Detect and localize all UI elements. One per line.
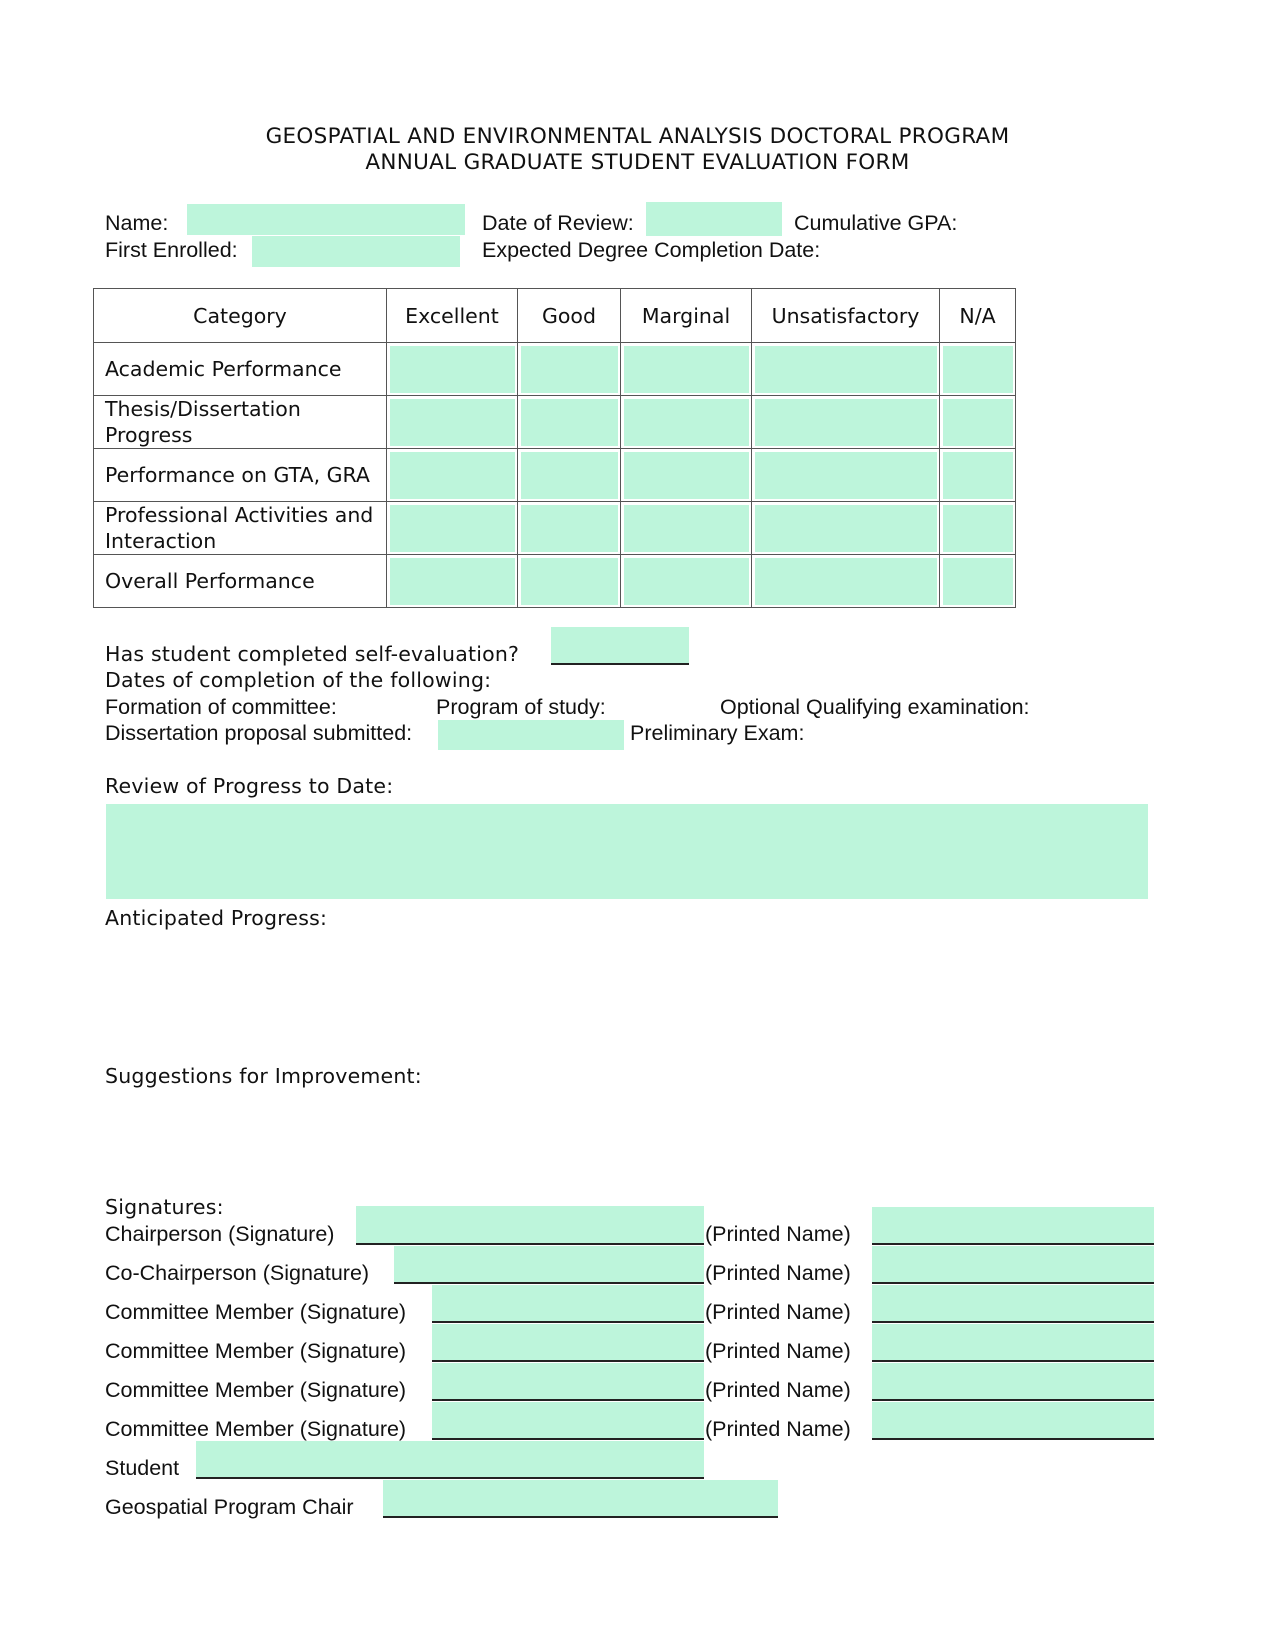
dissertation-proposal-label: Dissertation proposal submitted: [105, 721, 413, 745]
program-of-study-label: Program of study: [436, 695, 606, 719]
rating-cell-excellent[interactable] [387, 502, 518, 555]
committee-member-2-signature-field[interactable] [432, 1324, 704, 1362]
anticipated-progress-label: Anticipated Progress: [105, 906, 328, 930]
preliminary-exam-label: Preliminary Exam: [630, 721, 805, 745]
rating-cell-good[interactable] [518, 502, 621, 555]
rating-cell-marginal[interactable] [621, 343, 752, 396]
self-evaluation-label: Has student completed self-evaluation? [105, 642, 520, 666]
suggestions-label: Suggestions for Improvement: [105, 1064, 422, 1088]
student-signature-field[interactable] [196, 1441, 704, 1479]
printed-name-label: (Printed Name) [705, 1417, 851, 1441]
column-header-marginal: Marginal [621, 289, 752, 343]
rating-cell-good[interactable] [518, 449, 621, 502]
dissertation-proposal-field[interactable] [438, 720, 624, 750]
chairperson-signature-field[interactable] [356, 1206, 704, 1245]
rating-cell-good[interactable] [518, 555, 621, 608]
rating-cell-marginal[interactable] [621, 449, 752, 502]
table-header-row [94, 289, 1016, 343]
column-header-na: N/A [940, 289, 1016, 343]
category-academic-performance: Academic Performance [94, 343, 387, 396]
category-overall-performance: Overall Performance [94, 555, 387, 608]
rating-cell-unsatisfactory[interactable] [752, 555, 940, 608]
table-row [94, 343, 1016, 396]
name-field[interactable] [187, 204, 465, 235]
committee-member-1-signature-label: Committee Member (Signature) [105, 1300, 407, 1324]
committee-member-1-signature-field[interactable] [432, 1285, 704, 1323]
expected-completion-label: Expected Degree Completion Date: [482, 238, 821, 262]
rating-cell-na[interactable] [940, 502, 1016, 555]
chairperson-signature-label: Chairperson (Signature) [105, 1222, 335, 1246]
dates-of-completion-label: Dates of completion of the following: [105, 668, 492, 692]
evaluation-table [93, 288, 1016, 608]
column-header-unsatisfactory: Unsatisfactory [752, 289, 940, 343]
rating-cell-na[interactable] [940, 449, 1016, 502]
category-gta-gra-performance: Performance on GTA, GRA [94, 449, 387, 502]
category-thesis-progress: Thesis/Dissertation Progress [94, 396, 387, 449]
rating-cell-marginal[interactable] [621, 502, 752, 555]
form-title-line2: ANNUAL GRADUATE STUDENT EVALUATION FORM [365, 150, 910, 175]
committee-member-2-printed-name-field[interactable] [872, 1324, 1154, 1362]
rating-cell-good[interactable] [518, 396, 621, 449]
rating-cell-na[interactable] [940, 555, 1016, 608]
committee-member-3-signature-field[interactable] [432, 1363, 704, 1401]
category-professional-activities: Professional Activities and Interaction [94, 502, 387, 555]
committee-member-4-signature-field[interactable] [432, 1402, 704, 1440]
signatures-heading: Signatures: [105, 1195, 224, 1219]
table-row [94, 555, 1016, 608]
rating-cell-excellent[interactable] [387, 449, 518, 502]
column-header-excellent: Excellent [387, 289, 518, 343]
printed-name-label: (Printed Name) [705, 1378, 851, 1402]
rating-cell-unsatisfactory[interactable] [752, 343, 940, 396]
rating-cell-na[interactable] [940, 343, 1016, 396]
committee-member-3-printed-name-field[interactable] [872, 1363, 1154, 1401]
qualifying-exam-label: Optional Qualifying examination: [720, 695, 1030, 719]
printed-name-label: (Printed Name) [705, 1261, 851, 1285]
printed-name-label: (Printed Name) [705, 1300, 851, 1324]
rating-cell-excellent[interactable] [387, 396, 518, 449]
table-row [94, 449, 1016, 502]
printed-name-label: (Printed Name) [705, 1339, 851, 1363]
rating-cell-good[interactable] [518, 343, 621, 396]
rating-cell-excellent[interactable] [387, 555, 518, 608]
rating-cell-unsatisfactory[interactable] [752, 502, 940, 555]
chairperson-printed-name-field[interactable] [872, 1207, 1154, 1245]
co-chairperson-signature-label: Co-Chairperson (Signature) [105, 1261, 370, 1285]
rating-cell-marginal[interactable] [621, 555, 752, 608]
committee-member-2-signature-label: Committee Member (Signature) [105, 1339, 407, 1363]
rating-cell-unsatisfactory[interactable] [752, 449, 940, 502]
committee-member-4-printed-name-field[interactable] [872, 1402, 1154, 1440]
rating-cell-excellent[interactable] [387, 343, 518, 396]
co-chairperson-signature-field[interactable] [394, 1246, 704, 1284]
formation-of-committee-label: Formation of committee: [105, 695, 337, 719]
program-chair-signature-label: Geospatial Program Chair [105, 1495, 354, 1519]
self-evaluation-field[interactable] [551, 627, 689, 665]
first-enrolled-label: First Enrolled: [105, 238, 238, 262]
date-of-review-label: Date of Review: [482, 211, 634, 235]
printed-name-label: (Printed Name) [705, 1222, 851, 1246]
program-chair-signature-field[interactable] [383, 1480, 778, 1518]
column-header-category: Category [94, 289, 387, 343]
column-header-good: Good [518, 289, 621, 343]
form-title-line1: GEOSPATIAL AND ENVIRONMENTAL ANALYSIS DOCTORAL PROGRAM [265, 124, 1010, 149]
name-label: Name: [105, 211, 169, 235]
rating-cell-marginal[interactable] [621, 396, 752, 449]
review-of-progress-field[interactable] [106, 804, 1148, 899]
rating-cell-na[interactable] [940, 396, 1016, 449]
table-row [94, 396, 1016, 449]
committee-member-3-signature-label: Committee Member (Signature) [105, 1378, 407, 1402]
table-row [94, 502, 1016, 555]
co-chairperson-printed-name-field[interactable] [872, 1246, 1154, 1284]
first-enrolled-field[interactable] [252, 236, 460, 267]
committee-member-4-signature-label: Committee Member (Signature) [105, 1417, 407, 1441]
review-of-progress-label: Review of Progress to Date: [105, 774, 394, 798]
cumulative-gpa-label: Cumulative GPA: [794, 211, 958, 235]
rating-cell-unsatisfactory[interactable] [752, 396, 940, 449]
committee-member-1-printed-name-field[interactable] [872, 1285, 1154, 1323]
date-of-review-field[interactable] [646, 202, 782, 236]
student-signature-label: Student [105, 1456, 180, 1480]
